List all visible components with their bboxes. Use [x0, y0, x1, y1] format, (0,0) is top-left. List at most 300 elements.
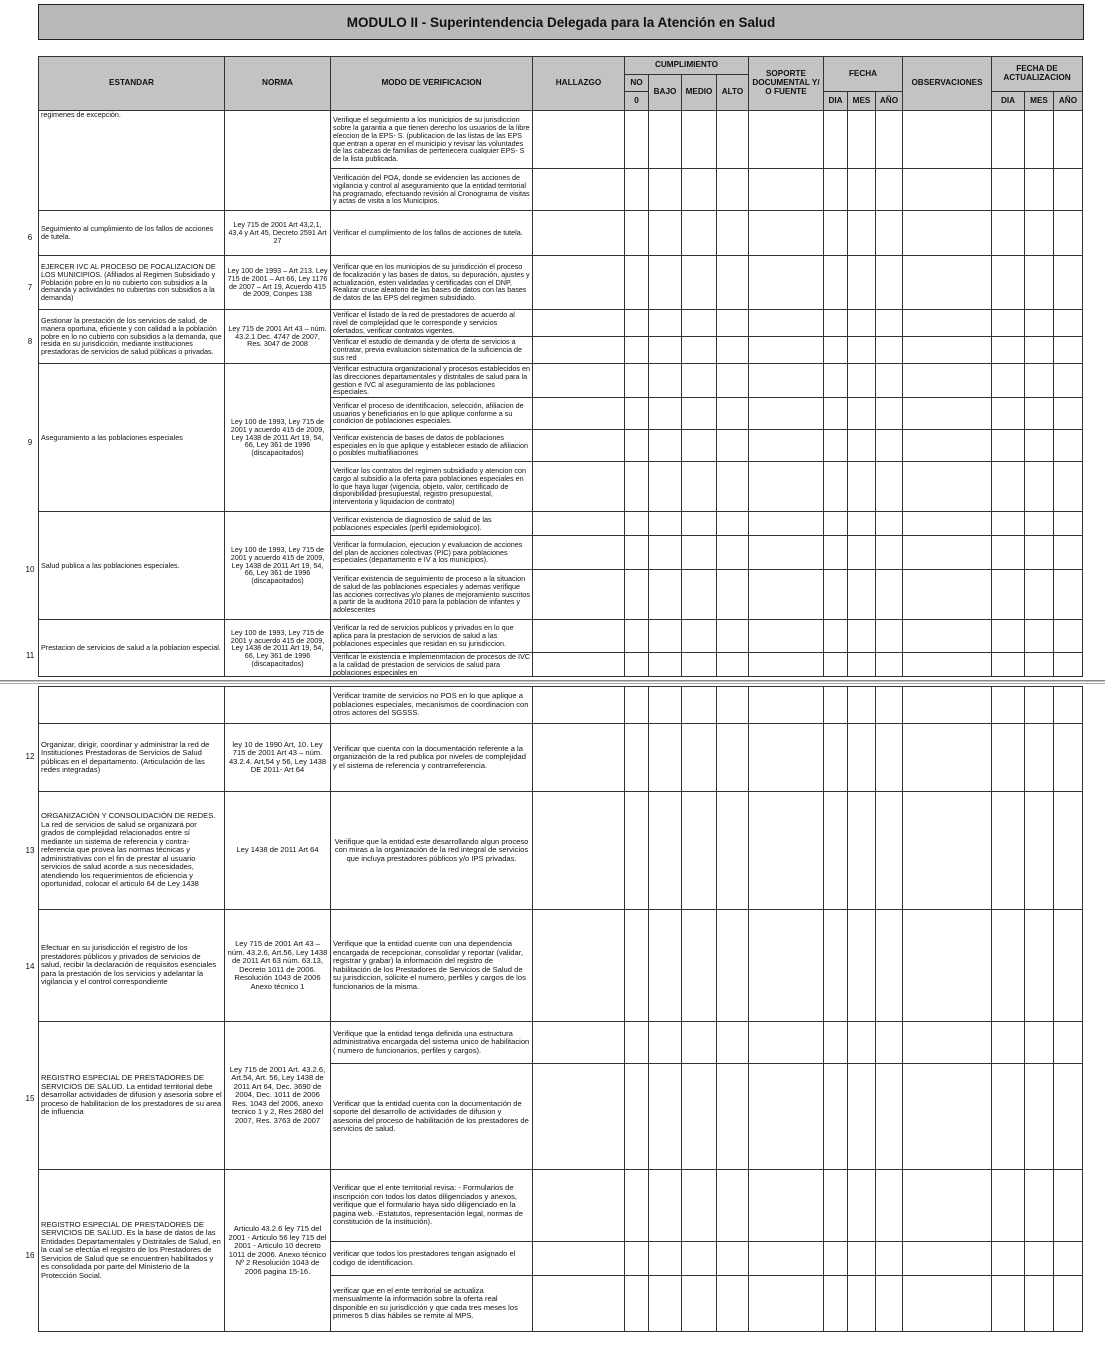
input-cell[interactable]: [903, 398, 992, 430]
hallazgo-cell[interactable]: [533, 364, 625, 398]
hallazgo-cell[interactable]: [533, 1170, 625, 1242]
input-cell[interactable]: [1025, 364, 1054, 398]
input-cell[interactable]: [848, 256, 876, 310]
input-cell[interactable]: [649, 653, 682, 677]
input-cell[interactable]: [876, 792, 903, 910]
input-cell[interactable]: [903, 364, 992, 398]
input-cell[interactable]: [717, 111, 749, 169]
input-cell[interactable]: [876, 462, 903, 512]
input-cell[interactable]: [992, 1022, 1025, 1064]
input-cell[interactable]: [903, 1242, 992, 1276]
input-cell[interactable]: [1025, 1022, 1054, 1064]
input-cell[interactable]: [649, 512, 682, 536]
input-cell[interactable]: [876, 256, 903, 310]
input-cell[interactable]: [682, 687, 717, 724]
input-cell[interactable]: [1054, 337, 1083, 364]
input-cell[interactable]: [1054, 398, 1083, 430]
input-cell[interactable]: [824, 1064, 848, 1170]
input-cell[interactable]: [1054, 1276, 1083, 1332]
input-cell[interactable]: [1025, 111, 1054, 169]
input-cell[interactable]: [824, 111, 848, 169]
input-cell[interactable]: [1025, 1242, 1054, 1276]
input-cell[interactable]: [1054, 1170, 1083, 1242]
input-cell[interactable]: [749, 430, 824, 462]
input-cell[interactable]: [992, 310, 1025, 337]
input-cell[interactable]: [903, 536, 992, 570]
input-cell[interactable]: [1054, 792, 1083, 910]
input-cell[interactable]: [824, 724, 848, 792]
input-cell[interactable]: [717, 1064, 749, 1170]
input-cell[interactable]: [1025, 724, 1054, 792]
input-cell[interactable]: [649, 430, 682, 462]
input-cell[interactable]: [749, 211, 824, 256]
input-cell[interactable]: [848, 430, 876, 462]
input-cell[interactable]: [848, 724, 876, 792]
input-cell[interactable]: [625, 1242, 649, 1276]
input-cell[interactable]: [1025, 169, 1054, 211]
input-cell[interactable]: [903, 620, 992, 653]
input-cell[interactable]: [749, 398, 824, 430]
input-cell[interactable]: [625, 310, 649, 337]
input-cell[interactable]: [992, 462, 1025, 512]
input-cell[interactable]: [749, 256, 824, 310]
input-cell[interactable]: [824, 653, 848, 677]
input-cell[interactable]: [903, 337, 992, 364]
input-cell[interactable]: [992, 430, 1025, 462]
input-cell[interactable]: [1054, 256, 1083, 310]
hallazgo-cell[interactable]: [533, 1242, 625, 1276]
input-cell[interactable]: [876, 536, 903, 570]
input-cell[interactable]: [992, 211, 1025, 256]
input-cell[interactable]: [749, 620, 824, 653]
input-cell[interactable]: [876, 430, 903, 462]
hallazgo-cell[interactable]: [533, 1276, 625, 1332]
input-cell[interactable]: [682, 1170, 717, 1242]
input-cell[interactable]: [848, 337, 876, 364]
input-cell[interactable]: [625, 1170, 649, 1242]
input-cell[interactable]: [717, 1242, 749, 1276]
input-cell[interactable]: [649, 570, 682, 620]
input-cell[interactable]: [992, 724, 1025, 792]
input-cell[interactable]: [824, 1022, 848, 1064]
input-cell[interactable]: [1025, 687, 1054, 724]
input-cell[interactable]: [1025, 1276, 1054, 1332]
input-cell[interactable]: [876, 687, 903, 724]
input-cell[interactable]: [824, 430, 848, 462]
input-cell[interactable]: [682, 724, 717, 792]
input-cell[interactable]: [848, 792, 876, 910]
input-cell[interactable]: [848, 653, 876, 677]
input-cell[interactable]: [824, 310, 848, 337]
input-cell[interactable]: [1054, 111, 1083, 169]
input-cell[interactable]: [717, 430, 749, 462]
input-cell[interactable]: [876, 398, 903, 430]
input-cell[interactable]: [1025, 211, 1054, 256]
input-cell[interactable]: [625, 536, 649, 570]
input-cell[interactable]: [1025, 430, 1054, 462]
input-cell[interactable]: [649, 310, 682, 337]
input-cell[interactable]: [717, 211, 749, 256]
hallazgo-cell[interactable]: [533, 724, 625, 792]
input-cell[interactable]: [992, 337, 1025, 364]
input-cell[interactable]: [717, 1170, 749, 1242]
input-cell[interactable]: [824, 1276, 848, 1332]
hallazgo-cell[interactable]: [533, 512, 625, 536]
input-cell[interactable]: [649, 687, 682, 724]
input-cell[interactable]: [876, 1064, 903, 1170]
input-cell[interactable]: [625, 687, 649, 724]
input-cell[interactable]: [749, 910, 824, 1022]
input-cell[interactable]: [682, 1276, 717, 1332]
input-cell[interactable]: [649, 536, 682, 570]
input-cell[interactable]: [824, 512, 848, 536]
input-cell[interactable]: [876, 337, 903, 364]
input-cell[interactable]: [1054, 462, 1083, 512]
input-cell[interactable]: [992, 570, 1025, 620]
input-cell[interactable]: [992, 1276, 1025, 1332]
input-cell[interactable]: [824, 1170, 848, 1242]
input-cell[interactable]: [824, 536, 848, 570]
input-cell[interactable]: [717, 1022, 749, 1064]
hallazgo-cell[interactable]: [533, 211, 625, 256]
input-cell[interactable]: [682, 111, 717, 169]
input-cell[interactable]: [1054, 724, 1083, 792]
input-cell[interactable]: [625, 570, 649, 620]
hallazgo-cell[interactable]: [533, 111, 625, 169]
input-cell[interactable]: [1025, 1170, 1054, 1242]
input-cell[interactable]: [824, 792, 848, 910]
input-cell[interactable]: [717, 536, 749, 570]
input-cell[interactable]: [717, 310, 749, 337]
input-cell[interactable]: [682, 211, 717, 256]
input-cell[interactable]: [903, 512, 992, 536]
input-cell[interactable]: [824, 364, 848, 398]
input-cell[interactable]: [903, 211, 992, 256]
input-cell[interactable]: [625, 1064, 649, 1170]
input-cell[interactable]: [717, 169, 749, 211]
input-cell[interactable]: [717, 687, 749, 724]
input-cell[interactable]: [625, 1022, 649, 1064]
input-cell[interactable]: [649, 1022, 682, 1064]
input-cell[interactable]: [749, 310, 824, 337]
input-cell[interactable]: [848, 512, 876, 536]
input-cell[interactable]: [1025, 792, 1054, 910]
input-cell[interactable]: [625, 792, 649, 910]
input-cell[interactable]: [1054, 620, 1083, 653]
input-cell[interactable]: [1025, 512, 1054, 536]
input-cell[interactable]: [682, 364, 717, 398]
input-cell[interactable]: [682, 462, 717, 512]
input-cell[interactable]: [682, 910, 717, 1022]
hallazgo-cell[interactable]: [533, 256, 625, 310]
hallazgo-cell[interactable]: [533, 430, 625, 462]
input-cell[interactable]: [749, 536, 824, 570]
input-cell[interactable]: [717, 910, 749, 1022]
input-cell[interactable]: [682, 1022, 717, 1064]
input-cell[interactable]: [1025, 1064, 1054, 1170]
input-cell[interactable]: [876, 724, 903, 792]
input-cell[interactable]: [848, 310, 876, 337]
input-cell[interactable]: [625, 337, 649, 364]
input-cell[interactable]: [682, 337, 717, 364]
input-cell[interactable]: [992, 653, 1025, 677]
input-cell[interactable]: [649, 1242, 682, 1276]
input-cell[interactable]: [1025, 653, 1054, 677]
input-cell[interactable]: [625, 169, 649, 211]
input-cell[interactable]: [749, 111, 824, 169]
input-cell[interactable]: [649, 111, 682, 169]
input-cell[interactable]: [649, 337, 682, 364]
input-cell[interactable]: [1025, 536, 1054, 570]
input-cell[interactable]: [625, 430, 649, 462]
input-cell[interactable]: [625, 620, 649, 653]
input-cell[interactable]: [625, 910, 649, 1022]
input-cell[interactable]: [992, 256, 1025, 310]
input-cell[interactable]: [992, 111, 1025, 169]
input-cell[interactable]: [876, 211, 903, 256]
input-cell[interactable]: [876, 1242, 903, 1276]
input-cell[interactable]: [682, 653, 717, 677]
input-cell[interactable]: [848, 620, 876, 653]
input-cell[interactable]: [1054, 512, 1083, 536]
input-cell[interactable]: [717, 512, 749, 536]
input-cell[interactable]: [682, 512, 717, 536]
input-cell[interactable]: [848, 1242, 876, 1276]
input-cell[interactable]: [824, 211, 848, 256]
input-cell[interactable]: [625, 653, 649, 677]
input-cell[interactable]: [824, 169, 848, 211]
input-cell[interactable]: [682, 792, 717, 910]
input-cell[interactable]: [1054, 364, 1083, 398]
hallazgo-cell[interactable]: [533, 792, 625, 910]
input-cell[interactable]: [1025, 256, 1054, 310]
hallazgo-cell[interactable]: [533, 570, 625, 620]
input-cell[interactable]: [1025, 337, 1054, 364]
input-cell[interactable]: [876, 169, 903, 211]
input-cell[interactable]: [749, 724, 824, 792]
input-cell[interactable]: [682, 169, 717, 211]
input-cell[interactable]: [992, 687, 1025, 724]
input-cell[interactable]: [1054, 430, 1083, 462]
input-cell[interactable]: [903, 1170, 992, 1242]
input-cell[interactable]: [717, 256, 749, 310]
input-cell[interactable]: [749, 512, 824, 536]
input-cell[interactable]: [1054, 310, 1083, 337]
input-cell[interactable]: [749, 653, 824, 677]
input-cell[interactable]: [903, 724, 992, 792]
input-cell[interactable]: [1054, 1064, 1083, 1170]
input-cell[interactable]: [717, 337, 749, 364]
input-cell[interactable]: [682, 1064, 717, 1170]
input-cell[interactable]: [649, 169, 682, 211]
input-cell[interactable]: [876, 512, 903, 536]
input-cell[interactable]: [625, 398, 649, 430]
hallazgo-cell[interactable]: [533, 310, 625, 337]
hallazgo-cell[interactable]: [533, 398, 625, 430]
input-cell[interactable]: [749, 1242, 824, 1276]
input-cell[interactable]: [903, 1064, 992, 1170]
input-cell[interactable]: [1025, 398, 1054, 430]
input-cell[interactable]: [824, 570, 848, 620]
input-cell[interactable]: [649, 398, 682, 430]
input-cell[interactable]: [903, 570, 992, 620]
input-cell[interactable]: [717, 462, 749, 512]
input-cell[interactable]: [848, 1276, 876, 1332]
input-cell[interactable]: [903, 1276, 992, 1332]
input-cell[interactable]: [717, 364, 749, 398]
input-cell[interactable]: [682, 536, 717, 570]
input-cell[interactable]: [1054, 910, 1083, 1022]
input-cell[interactable]: [717, 398, 749, 430]
input-cell[interactable]: [992, 1170, 1025, 1242]
input-cell[interactable]: [1025, 462, 1054, 512]
input-cell[interactable]: [1025, 570, 1054, 620]
hallazgo-cell[interactable]: [533, 910, 625, 1022]
input-cell[interactable]: [749, 792, 824, 910]
input-cell[interactable]: [1054, 169, 1083, 211]
input-cell[interactable]: [717, 620, 749, 653]
input-cell[interactable]: [824, 398, 848, 430]
input-cell[interactable]: [876, 653, 903, 677]
input-cell[interactable]: [903, 430, 992, 462]
hallazgo-cell[interactable]: [533, 1064, 625, 1170]
input-cell[interactable]: [649, 364, 682, 398]
input-cell[interactable]: [903, 792, 992, 910]
input-cell[interactable]: [625, 724, 649, 792]
hallazgo-cell[interactable]: [533, 536, 625, 570]
input-cell[interactable]: [682, 310, 717, 337]
input-cell[interactable]: [749, 169, 824, 211]
input-cell[interactable]: [1054, 653, 1083, 677]
input-cell[interactable]: [903, 310, 992, 337]
input-cell[interactable]: [649, 724, 682, 792]
input-cell[interactable]: [749, 1276, 824, 1332]
input-cell[interactable]: [625, 111, 649, 169]
input-cell[interactable]: [848, 169, 876, 211]
input-cell[interactable]: [649, 211, 682, 256]
input-cell[interactable]: [625, 211, 649, 256]
input-cell[interactable]: [1054, 687, 1083, 724]
input-cell[interactable]: [1054, 536, 1083, 570]
hallazgo-cell[interactable]: [533, 169, 625, 211]
input-cell[interactable]: [848, 1022, 876, 1064]
input-cell[interactable]: [649, 1276, 682, 1332]
input-cell[interactable]: [848, 536, 876, 570]
input-cell[interactable]: [625, 1276, 649, 1332]
input-cell[interactable]: [625, 462, 649, 512]
input-cell[interactable]: [848, 910, 876, 1022]
input-cell[interactable]: [1054, 1242, 1083, 1276]
input-cell[interactable]: [876, 910, 903, 1022]
input-cell[interactable]: [876, 111, 903, 169]
input-cell[interactable]: [876, 1022, 903, 1064]
input-cell[interactable]: [876, 620, 903, 653]
input-cell[interactable]: [1054, 1022, 1083, 1064]
hallazgo-cell[interactable]: [533, 620, 625, 653]
input-cell[interactable]: [682, 620, 717, 653]
input-cell[interactable]: [903, 462, 992, 512]
input-cell[interactable]: [682, 570, 717, 620]
input-cell[interactable]: [903, 256, 992, 310]
hallazgo-cell[interactable]: [533, 462, 625, 512]
input-cell[interactable]: [992, 536, 1025, 570]
input-cell[interactable]: [876, 364, 903, 398]
input-cell[interactable]: [824, 687, 848, 724]
input-cell[interactable]: [848, 398, 876, 430]
input-cell[interactable]: [749, 1022, 824, 1064]
input-cell[interactable]: [903, 111, 992, 169]
input-cell[interactable]: [1025, 620, 1054, 653]
input-cell[interactable]: [824, 462, 848, 512]
input-cell[interactable]: [824, 620, 848, 653]
hallazgo-cell[interactable]: [533, 687, 625, 724]
input-cell[interactable]: [903, 169, 992, 211]
input-cell[interactable]: [717, 724, 749, 792]
input-cell[interactable]: [749, 570, 824, 620]
input-cell[interactable]: [824, 1242, 848, 1276]
input-cell[interactable]: [1054, 211, 1083, 256]
input-cell[interactable]: [749, 364, 824, 398]
input-cell[interactable]: [682, 256, 717, 310]
input-cell[interactable]: [876, 1170, 903, 1242]
input-cell[interactable]: [717, 1276, 749, 1332]
input-cell[interactable]: [903, 653, 992, 677]
input-cell[interactable]: [649, 1170, 682, 1242]
input-cell[interactable]: [1025, 310, 1054, 337]
input-cell[interactable]: [749, 462, 824, 512]
input-cell[interactable]: [649, 462, 682, 512]
input-cell[interactable]: [717, 792, 749, 910]
input-cell[interactable]: [649, 910, 682, 1022]
input-cell[interactable]: [992, 364, 1025, 398]
input-cell[interactable]: [1054, 570, 1083, 620]
hallazgo-cell[interactable]: [533, 337, 625, 364]
input-cell[interactable]: [903, 687, 992, 724]
input-cell[interactable]: [749, 687, 824, 724]
input-cell[interactable]: [848, 111, 876, 169]
input-cell[interactable]: [992, 1242, 1025, 1276]
input-cell[interactable]: [717, 570, 749, 620]
input-cell[interactable]: [649, 1064, 682, 1170]
input-cell[interactable]: [625, 364, 649, 398]
input-cell[interactable]: [848, 364, 876, 398]
input-cell[interactable]: [649, 792, 682, 910]
input-cell[interactable]: [992, 1064, 1025, 1170]
input-cell[interactable]: [848, 1170, 876, 1242]
input-cell[interactable]: [848, 211, 876, 256]
input-cell[interactable]: [649, 620, 682, 653]
input-cell[interactable]: [824, 256, 848, 310]
input-cell[interactable]: [682, 430, 717, 462]
input-cell[interactable]: [992, 620, 1025, 653]
input-cell[interactable]: [1025, 910, 1054, 1022]
input-cell[interactable]: [749, 337, 824, 364]
input-cell[interactable]: [848, 570, 876, 620]
input-cell[interactable]: [682, 398, 717, 430]
input-cell[interactable]: [848, 687, 876, 724]
input-cell[interactable]: [876, 1276, 903, 1332]
input-cell[interactable]: [848, 1064, 876, 1170]
hallazgo-cell[interactable]: [533, 653, 625, 677]
input-cell[interactable]: [649, 256, 682, 310]
input-cell[interactable]: [848, 462, 876, 512]
input-cell[interactable]: [717, 653, 749, 677]
input-cell[interactable]: [992, 512, 1025, 536]
input-cell[interactable]: [749, 1170, 824, 1242]
input-cell[interactable]: [749, 1064, 824, 1170]
input-cell[interactable]: [992, 910, 1025, 1022]
input-cell[interactable]: [625, 512, 649, 536]
